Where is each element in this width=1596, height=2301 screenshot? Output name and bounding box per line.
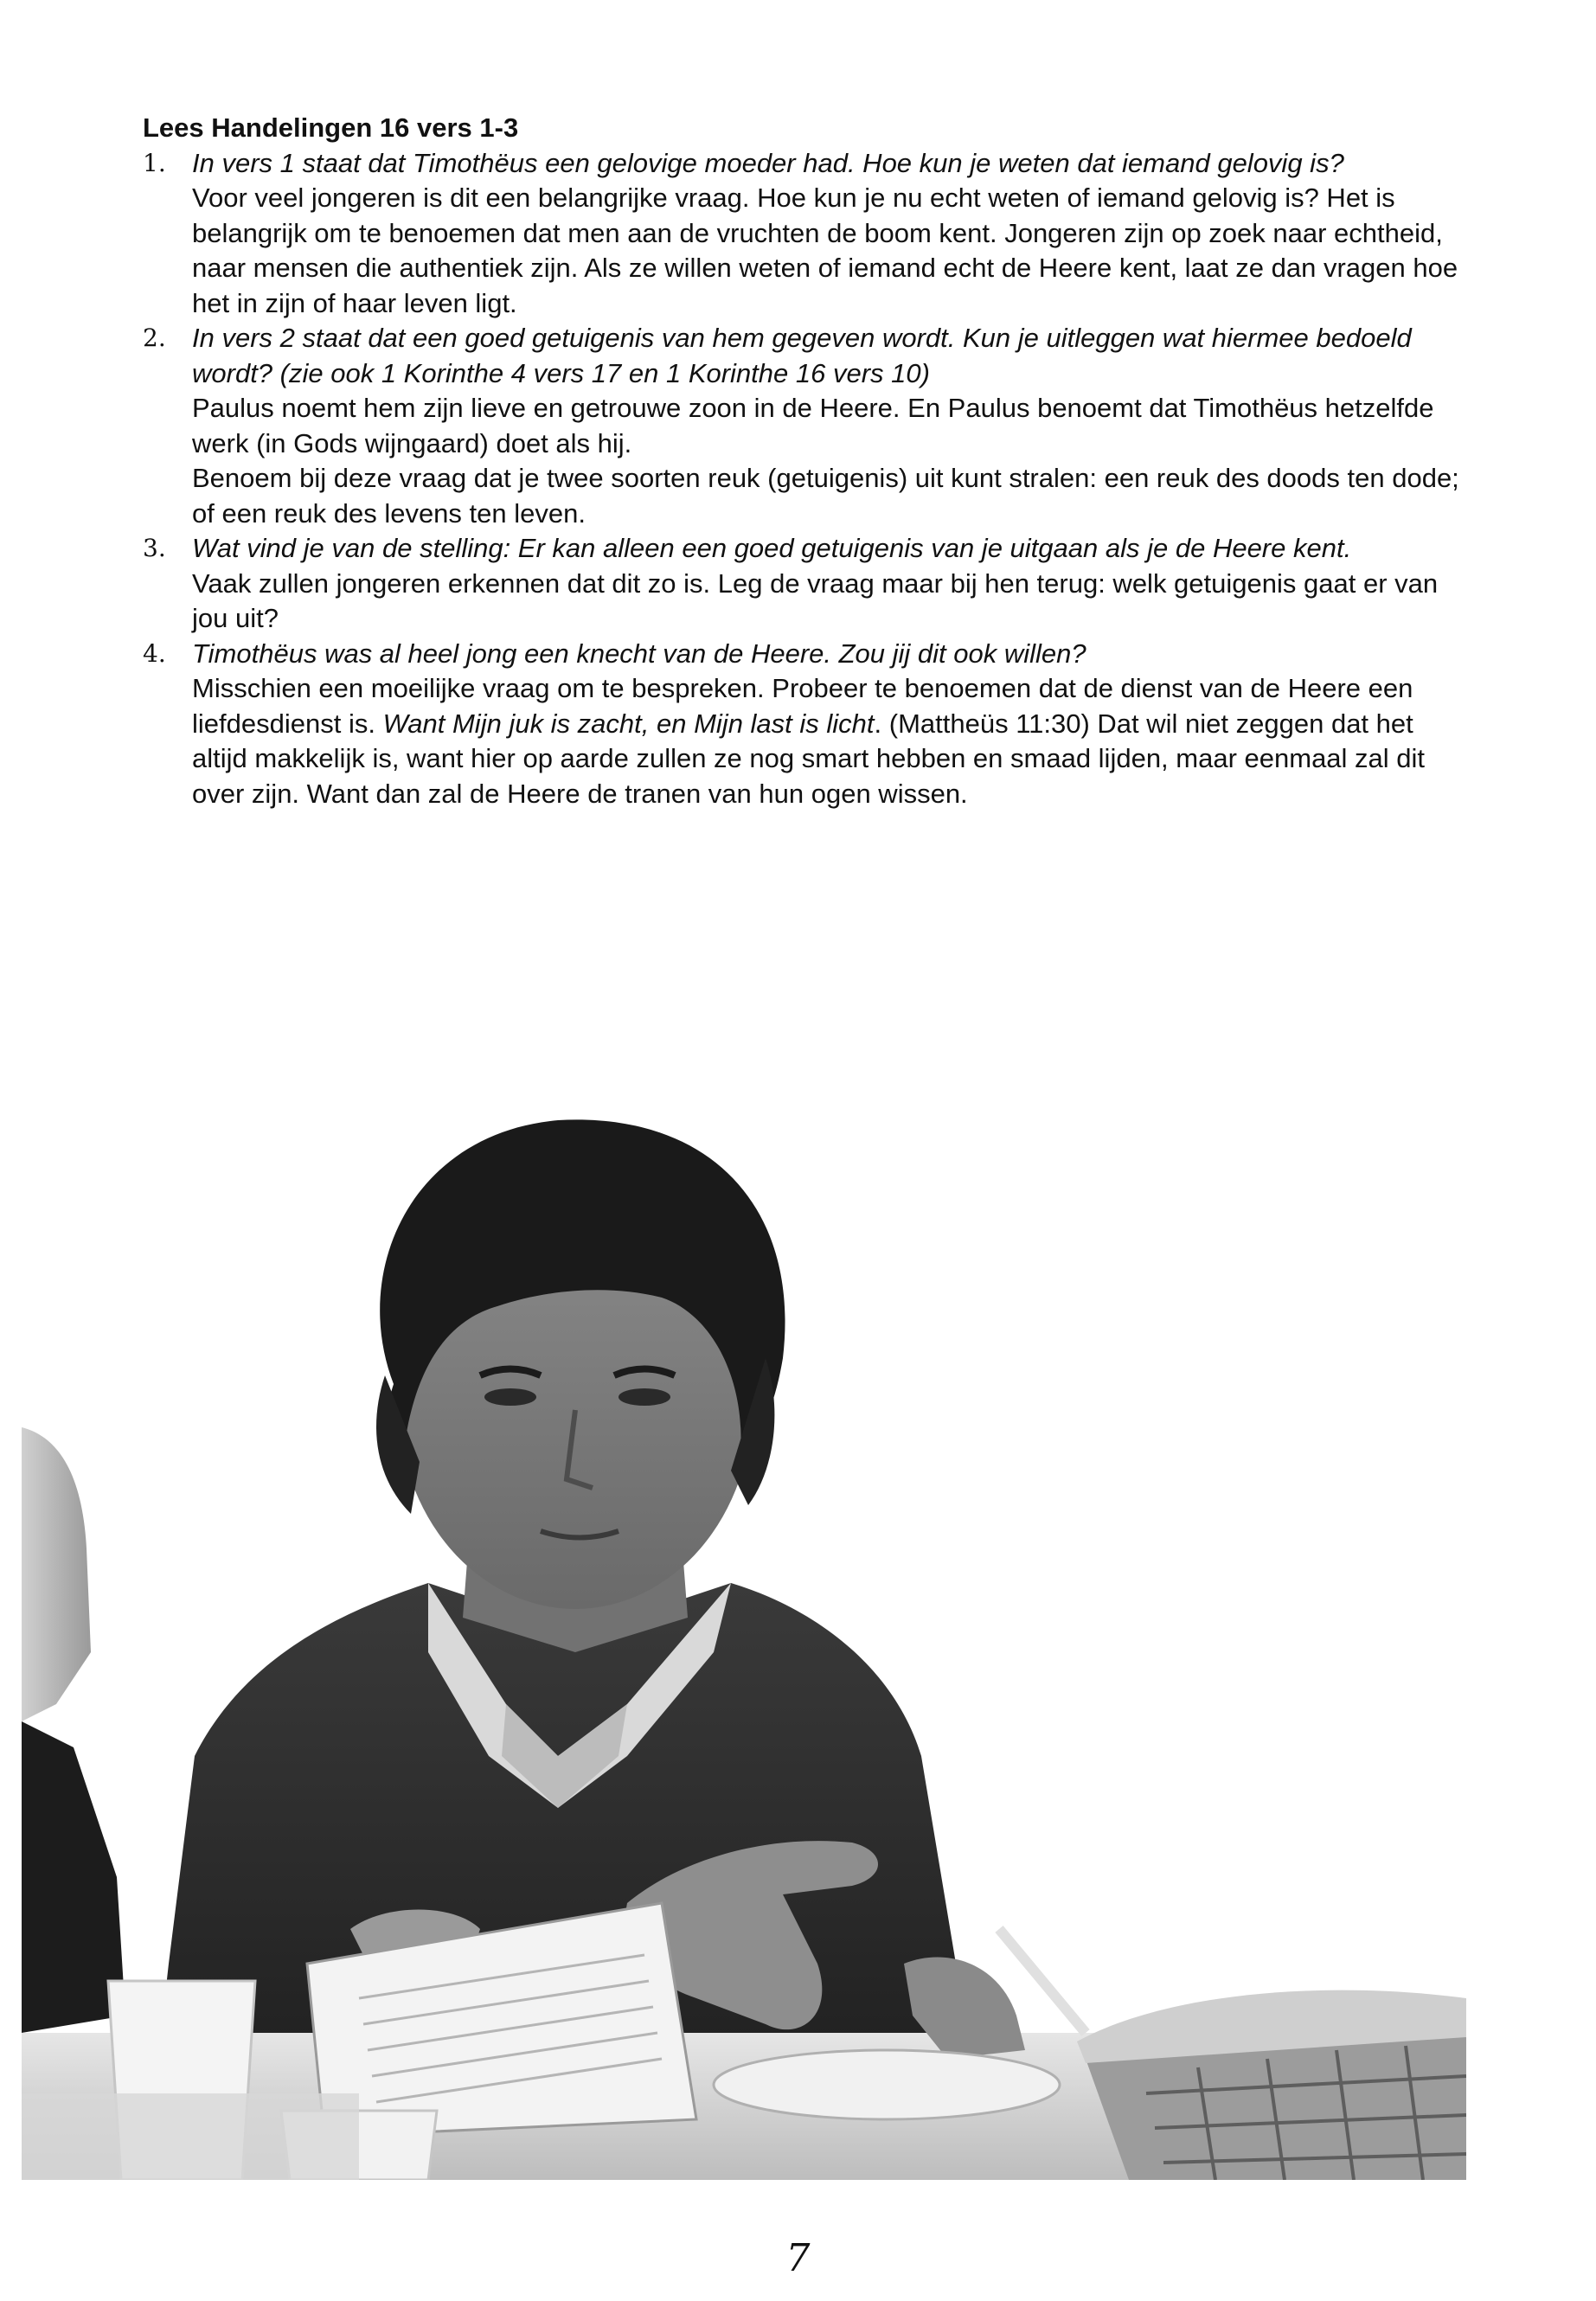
question-item-3 — [143, 531, 1466, 637]
answer-text: Voor veel jongeren is dit een belangrijke vraag. Hoe kun je nu echt weten of iemand gelovig is? Het is belangrijk om te benoemen dat men aan de vruchten de boom kent. Jongeren zijn op zoek naar echtheid, naar mensen die authentiek zijn. Als ze willen weten of iemand echt de Heere kent, laat ze dan vragen hoe het in zijn of haar leven ligt. — [192, 183, 1458, 318]
section-heading: Lees Handelingen 16 vers 1-3 — [143, 112, 519, 143]
question-number: 1. — [143, 148, 166, 177]
answer-text: Vaak zullen jongeren erkennen dat dit zo is. Leg de vraag maar bij hen terug: welk getuigenis gaat er van jou uit? — [192, 567, 1439, 633]
question-item-1 — [143, 146, 1466, 322]
question-number: 3. — [143, 534, 166, 562]
question-list — [143, 146, 1466, 812]
question-item-4 — [143, 637, 1466, 812]
question-text: In vers 1 staat dat Timothëus een gelovige moeder had. Hoe kun je weten dat iemand gelovig is? — [192, 147, 1344, 178]
answer-text: Paulus noemt hem zijn lieve en getrouwe zoon in de Heere. En Paulus benoemt dat Timothëus hetzelfde werk (in Gods wijngaard) doet als hij. — [192, 393, 1434, 458]
answer-text — [192, 671, 1466, 811]
answer-text-continued: Benoem bij deze vraag dat je twee soorten reuk (getuigenis) uit kunt stralen: een reuk des doods ten dode; of een reuk des levens ten leven. — [192, 463, 1459, 529]
answer-text-intro: Misschien een moeilijke vraag om te bespreken. Probeer te benoemen dat de dienst van de Heere een liefdesdienst is. — [192, 673, 1413, 739]
photo-young-man-at-table — [22, 1099, 1466, 2180]
question-text: Timothëus was al heel jong een knecht van de Heere. Zou jij dit ook willen? — [192, 638, 1086, 669]
page-number: 7 — [785, 2236, 811, 2280]
question-text: In vers 2 staat dat een goed getuigenis van hem gegeven wordt. Kun je uitleggen wat hiermee bedoeld wordt? (zie ook 1 Korinthe 4 vers 17 en 1 Korinthe 16 vers 10) — [192, 323, 1412, 388]
answer-text-rest: . (Mattheüs 11:30) Dat wil niet zeggen dat het altijd makkelijk is, want hier op aarde zullen ze nog smart hebben en smaad lijden, maar eenmaal zal dit over zijn. Want dan zal de Heere de tranen van hun ogen wissen. — [192, 708, 1426, 809]
study-questions-block — [143, 111, 1466, 811]
question-item-2 — [143, 321, 1466, 531]
question-number: 4. — [143, 638, 166, 668]
question-text: Wat vind je van de stelling: Er kan alleen een goed getuigenis van je uitgaan als je de Heere kent. — [192, 533, 1352, 563]
bible-quote: Want Mijn juk is zacht, en Mijn last is licht — [382, 708, 875, 739]
question-number: 2. — [143, 324, 166, 352]
